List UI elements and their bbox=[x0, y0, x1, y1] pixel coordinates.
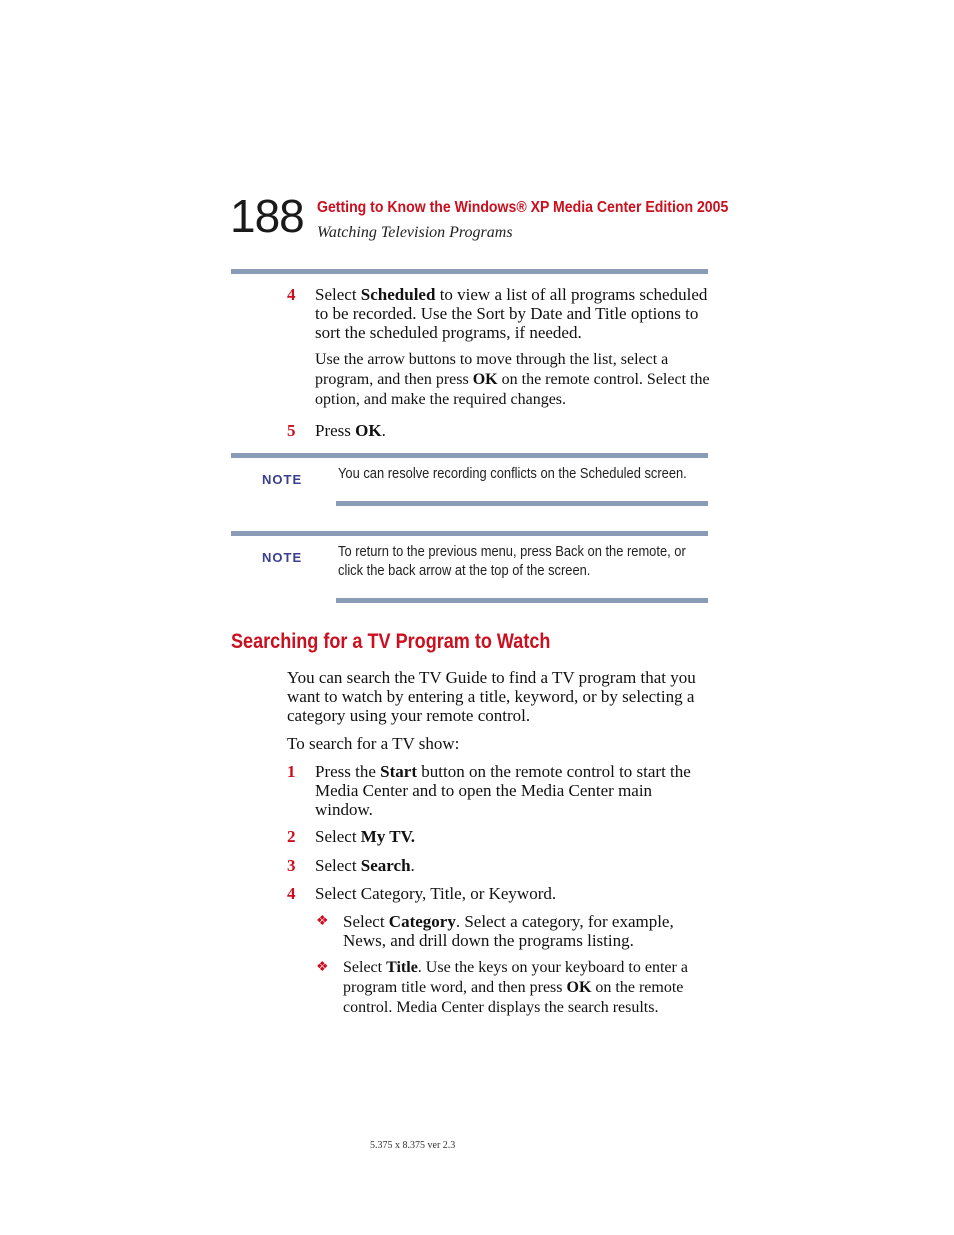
step-text: Press the Start button on the remote control to start the Media Center and to open the Media Center main window. bbox=[315, 762, 691, 819]
note-label: NOTE bbox=[262, 550, 303, 565]
bullet-text: Select Title. Use the keys on your keyboard to enter a program title word, and then press OK on the remote control. Media Center displays the search results. bbox=[343, 959, 688, 1016]
page-number: 188 bbox=[230, 190, 304, 242]
header-rule bbox=[231, 269, 708, 274]
lead-paragraph: To search for a TV show: bbox=[287, 734, 460, 753]
step-text: Press OK. bbox=[315, 421, 386, 440]
note-bottom-rule bbox=[336, 501, 708, 506]
footer-version: 5.375 x 8.375 ver 2.3 bbox=[370, 1140, 456, 1151]
diamond-bullet-icon: ❖ bbox=[316, 914, 329, 929]
chapter-title: Getting to Know the Windows® XP Media Center Edition 2005 bbox=[317, 199, 729, 216]
diamond-bullet-icon: ❖ bbox=[316, 960, 329, 975]
note-top-rule bbox=[231, 453, 708, 458]
step-number: 3 bbox=[287, 856, 296, 875]
note-label: NOTE bbox=[262, 472, 303, 487]
step-number: 4 bbox=[287, 884, 296, 903]
section-title: Watching Television Programs bbox=[317, 224, 513, 241]
section-heading: Searching for a TV Program to Watch bbox=[231, 630, 551, 653]
intro-paragraph: You can search the TV Guide to find a TV program that you want to watch by entering a title, keyword, or by selecting a category using your remote control. bbox=[287, 668, 696, 725]
step-text: Select My TV. bbox=[315, 827, 415, 846]
note-top-rule bbox=[231, 531, 708, 536]
step-number: 2 bbox=[287, 827, 296, 846]
note-bottom-rule bbox=[336, 598, 708, 603]
note-text: To return to the previous menu, press Back on the remote, or click the back arrow at the top of the screen. bbox=[338, 543, 686, 579]
step-number: 5 bbox=[287, 421, 296, 440]
step-text: Select Scheduled to view a list of all programs scheduled to be recorded. Use the Sort by Date and Title options to sort the scheduled programs, if needed. bbox=[315, 285, 708, 342]
step-number: 1 bbox=[287, 762, 296, 781]
note-text: You can resolve recording conflicts on the Scheduled screen. bbox=[338, 465, 687, 482]
bullet-text: Select Category. Select a category, for example, News, and drill down the programs listing. bbox=[343, 912, 674, 950]
step-text: Select Category, Title, or Keyword. bbox=[315, 884, 557, 903]
step-detail: Use the arrow buttons to move through the list, select a program, and then press OK on the remote control. Select the option, and make the required changes. bbox=[315, 351, 710, 408]
step-text: Select Search. bbox=[315, 856, 415, 875]
step-number: 4 bbox=[287, 285, 296, 304]
